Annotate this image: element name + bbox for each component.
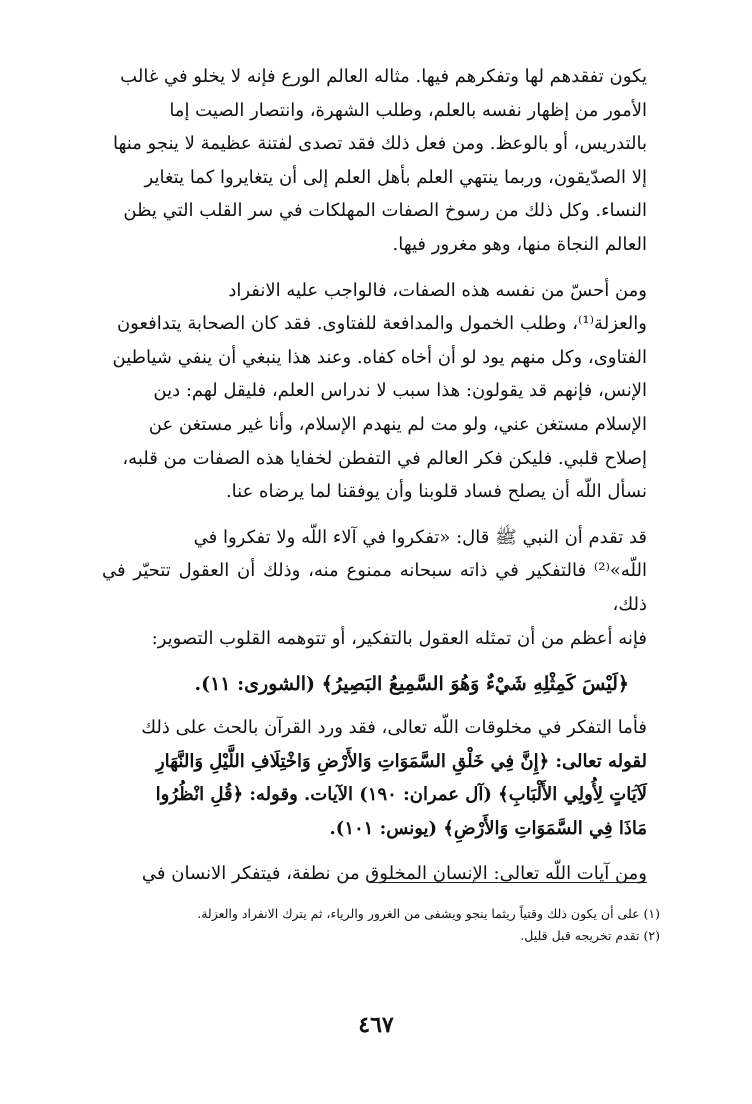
- paragraph-5: [102, 857, 647, 891]
- line: والعزلة⁽¹⁾، وطلب الخمول والمدافعة للفتاوى. فقد كان الصحابة يتدافعون: [116, 313, 647, 335]
- line: النساء. وكل ذلك من رسوخ الصفات المهلكات في سر القلب التي يظن: [123, 200, 647, 222]
- paragraph-4: [102, 711, 647, 845]
- line: بالتدريس، أو بالوعظ. ومن فعل ذلك فقد تصدى لفتنة عظيمة لا ينجو منها: [112, 133, 647, 155]
- line: لقوله تعالى: ﴿إِنَّ فِي خَلْقِ السَّمَوَاتِ وَالأَرْضِ وَاخْتِلَافِ اللَّيْلِ وَالنَّهَارِ: [155, 750, 647, 772]
- footnote-1: (١) على أن يكون ذلك وقتياً ريثما ينجو ويشفى من الغرور والرياء، ثم يترك الانفراد والعزلة.: [197, 906, 660, 921]
- line: مَاذَا فِي السَّمَوَاتِ وَالأَرْضِ﴾ (يونس: ١٠١).: [329, 817, 647, 839]
- footnote-2: (٢) تقدم تخريجه قبل قليل.: [520, 928, 660, 943]
- paragraph-2: [102, 274, 647, 509]
- line: نسأل اللّه أن يصلح فساد قلوبنا وأن يوفقنا لما يرضاه عنا.: [225, 481, 647, 503]
- line: الإنس، فإنهم قد يقولون: هذا سبب لا ندراس العلم، فليقل لهم: دين: [153, 380, 647, 402]
- line: يكون تفقدهم لها وتفكرهم فيها. مثاله العالم الورع فإنه لا يخلو في غالب: [120, 66, 647, 87]
- paragraph-3: [102, 521, 647, 655]
- line: الأمور من إظهار نفسه بالعلم، وطلب الشهرة، وانتصار الصيت إما: [169, 99, 647, 121]
- line: الإسلام مستغن عني، ولو مت لم ينهدم الإسلام، وأنا غير مستغن عن: [148, 413, 647, 435]
- quran-verse-shura: ﴿لَيْسَ كَمِثْلِهِ شَيْءٌ وَهُوَ السَّمِيعُ البَصِيرُ﴾ (الشورى: ١١).: [194, 673, 629, 696]
- line: الفتاوى، وكل منهم يود لو أن أخاه كفاه. وعند هذا ينبغي أن ينفي شياطين: [112, 346, 647, 368]
- line: ومن أحسّ من نفسه هذه الصفات، فالواجب عليه الانفراد: [228, 279, 647, 301]
- line: اللّه»⁽²⁾ فالتفكير في ذاته سبحانه ممنوع منه، وذلك أن العقول تتحيّر في ذلك،: [102, 560, 647, 615]
- footnote-divider: [370, 882, 647, 883]
- line: ومن آيات اللّه تعالى: الإنسان المخلوق من نطفة، فيتفكر الانسان في: [141, 863, 647, 885]
- line: فإنه أعظم من أن تمثله العقول بالتفكير، أو تتوهمه القلوب التصوير:: [151, 627, 647, 649]
- footnotes: [100, 903, 660, 947]
- line: فأما التفكر في مخلوقات اللّه تعالى، فقد ورد القرآن بالحث على ذلك: [141, 717, 647, 739]
- main-text: [102, 60, 647, 905]
- line: قد تقدم أن النبي ﷺ قال: «تفكروا في آلاء اللّه ولا تفكروا في: [193, 526, 647, 548]
- line: العالم النجاة منها، وهو مغرور فيها.: [392, 233, 647, 255]
- line: إصلاح قلبي. فليكن فكر العالم في التفطن لخفايا هذه الصفات من قلبه،: [122, 447, 647, 469]
- line: إلا الصدّيقون، وربما ينتهي العلم بأهل العلم إلى أن يتغايروا كما يتغاير: [144, 166, 647, 188]
- paragraph-1: [102, 60, 647, 262]
- page-number: ٤٦٧: [358, 1012, 394, 1038]
- line: لَآيَاتٍ لِأُولِي الأَلْبَابِ﴾ (آل عمران: ١٩٠) الآيات. وقوله: ﴿قُلِ انْظُرُوا: [155, 784, 647, 806]
